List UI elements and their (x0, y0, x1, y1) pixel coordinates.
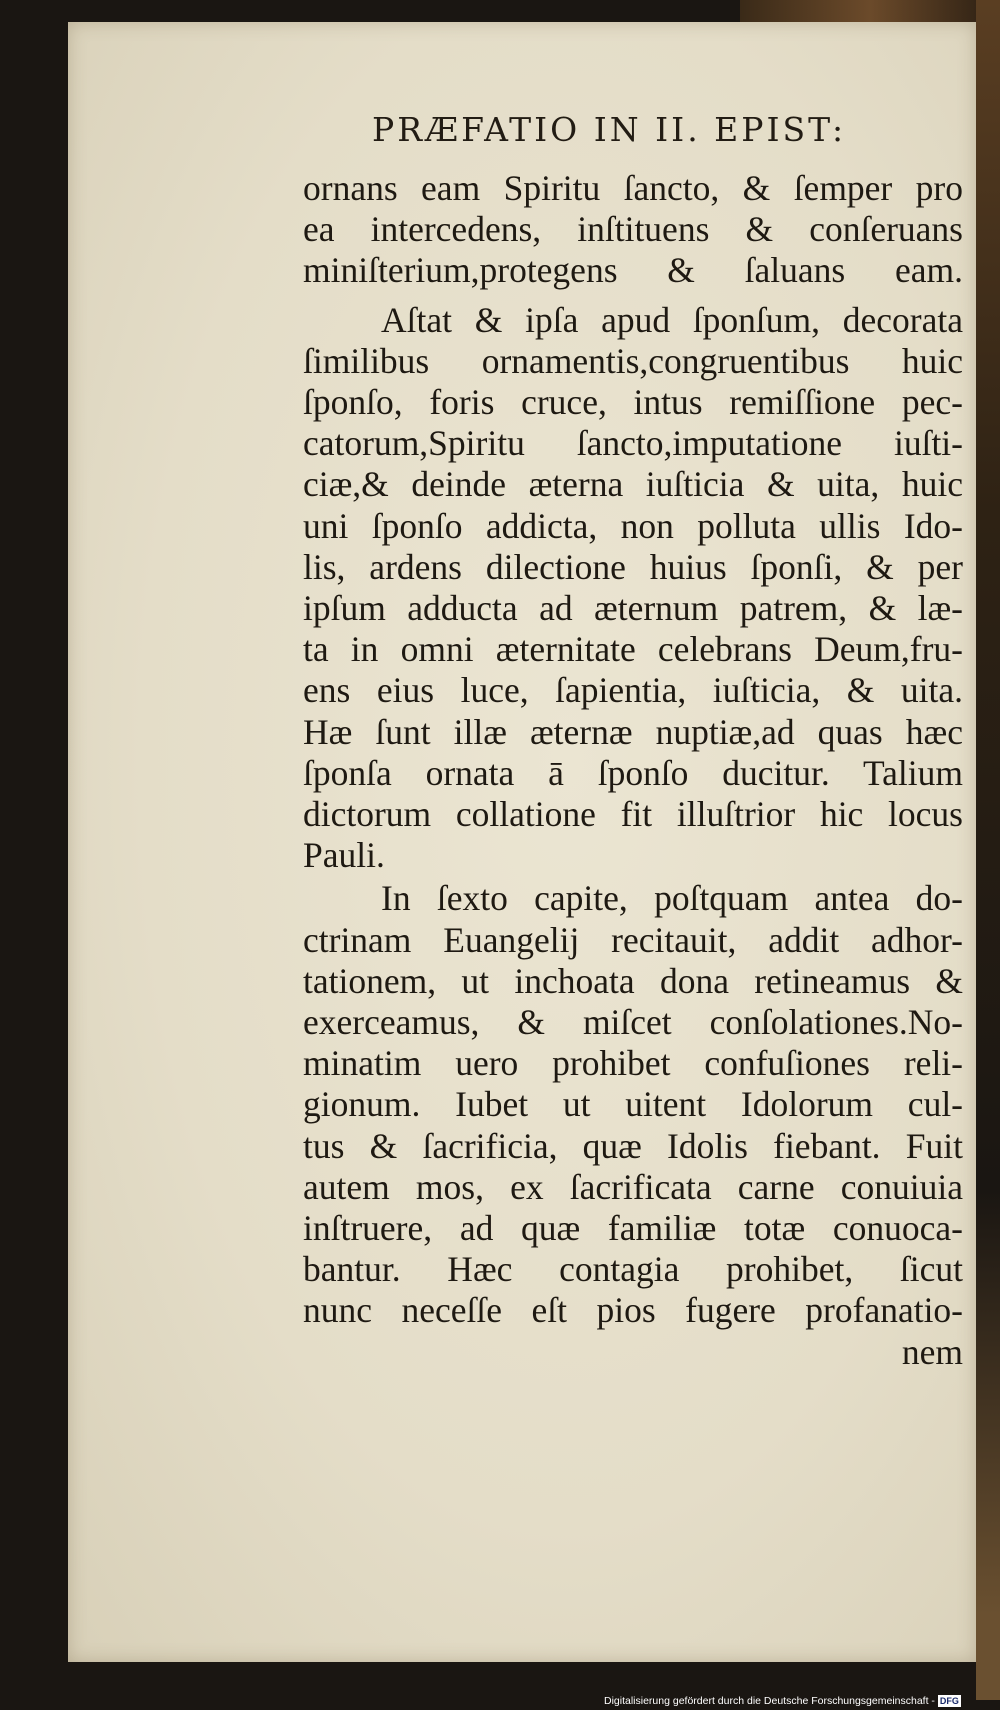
credit-text: Digitalisierung gefördert durch die Deutsche Forschungsgemeinschaft - (604, 1695, 935, 1707)
text-line: inſtruere, ad quæ familiæ totæ conuoca- (303, 1208, 963, 1249)
text-line: miniſterium,protegens & ſaluans eam. (303, 250, 963, 291)
text-line: ctrinam Euangelij recitauit, addit adhor- (303, 919, 963, 960)
text-line: exerceamus, & miſcet conſolationes.No- (303, 1002, 963, 1043)
text-line: ſimilibus ornamentis,congruentibus huic (303, 340, 963, 381)
text-line: dictorum collatione fit illuſtrior hic locus (303, 794, 963, 835)
text-line: autem mos, ex ſacrificata carne conuiuia (303, 1166, 963, 1207)
text-line: minatim uero prohibet confuſiones reli- (303, 1043, 963, 1084)
text-line: lis, ardens dilectione huius ſponſi, & per (303, 546, 963, 587)
page-edge-top (740, 0, 1000, 24)
text-line: nunc neceſſe eſt pios fugere profanatio- (303, 1290, 963, 1331)
text-line: Pauli. (303, 835, 385, 876)
dfg-logo: DFG (939, 1696, 959, 1706)
text-line: tationem, ut inchoata dona retineamus & (303, 960, 963, 1001)
running-head: PRÆFATIO IN II. EPIST: (372, 110, 847, 149)
page-text (303, 168, 963, 1373)
text-line: ta in omni æternitate celebrans Deum,fru- (303, 629, 963, 670)
page-edge-right (976, 0, 1000, 1700)
text-line: gionum. Iubet ut uitent Idolorum cul- (303, 1084, 963, 1125)
text-line: Hæ ſunt illæ æternæ nuptiæ,ad quas hæc (303, 711, 963, 752)
catchword: nem (901, 1331, 963, 1372)
text-line: ens eius luce, ſapientia, iuſticia, & uita. (303, 670, 963, 711)
text-line: ſponſa ornata ā ſponſo ducitur. Talium (303, 752, 963, 793)
digitization-credit (604, 1692, 1000, 1710)
text-line: tus & ſacrificia, quæ Idolis fiebant. Fuit (303, 1125, 963, 1166)
text-line: ciæ,& deinde æterna iuſticia & uita, huic (303, 464, 963, 505)
text-line: ipſum adducta ad æternum patrem, & læ- (303, 588, 963, 629)
text-line: Aſtat & ipſa apud ſponſum, decorata (381, 299, 963, 340)
text-line: bantur. Hæc contagia prohibet, ſicut (303, 1249, 963, 1290)
text-line: ea intercedens, inſtituens & conſeruans (303, 209, 963, 250)
text-line: In ſexto capite, poſtquam antea do- (381, 878, 963, 919)
text-line: catorum,Spiritu ſancto,imputatione iuſti- (303, 423, 963, 464)
text-line: ſponſo, foris cruce, intus remiſſione pec- (303, 382, 963, 423)
text-line: ornans eam Spiritu ſancto, & ſemper pro (303, 168, 963, 208)
text-line: uni ſponſo addicta, non polluta ullis Ido- (303, 505, 963, 546)
